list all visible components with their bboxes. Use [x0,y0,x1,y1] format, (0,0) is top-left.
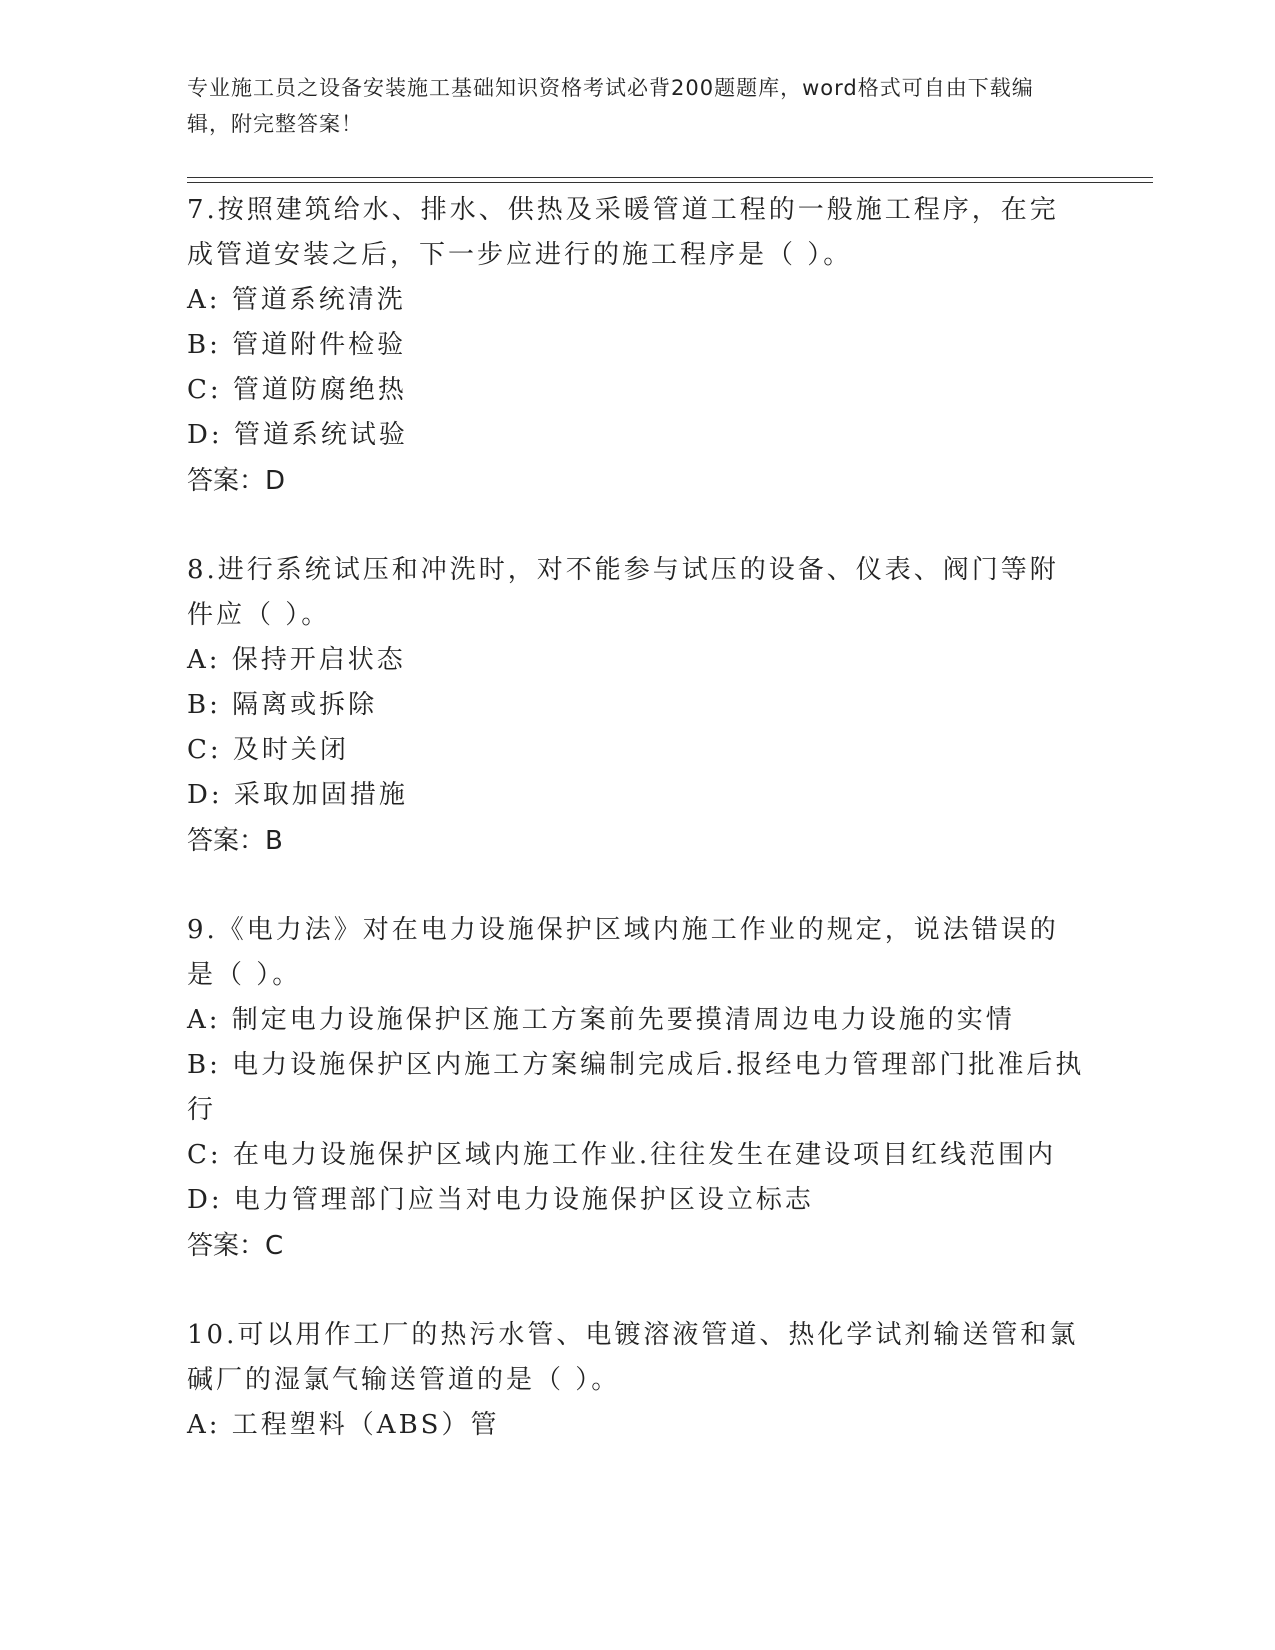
question-10 [187,1313,1087,1448]
question-stem: 8.进行系统试压和冲洗时，对不能参与试压的设备、仪表、阀门等附件应（ ）。 [187,555,1059,630]
question-8 [187,548,1087,864]
header-rule-top [187,177,1153,178]
question-list [187,188,1087,1492]
option-b: B: 管道附件检验 [187,330,407,360]
option-b: B: 隔离或拆除 [187,690,378,720]
document-header: 专业施工员之设备安装施工基础知识资格考试必背200题题库，word格式可自由下载编辑，附完整答案！ [187,76,1034,136]
header-rule-bottom [187,182,1153,183]
question-stem: 10.可以用作工厂的热污水管、电镀溶液管道、热化学试剂输送管和氯碱厂的湿氯气输送管道的是（ ）。 [187,1320,1079,1395]
option-a: A: 制定电力设施保护区施工方案前先要摸清周边电力设施的实情 [187,1005,1015,1035]
question-stem: 9.《电力法》对在电力设施保护区域内施工作业的规定，说法错误的是（ ）。 [187,915,1059,990]
option-a: A: 保持开启状态 [187,645,406,675]
option-a: A: 管道系统清洗 [187,285,406,315]
question-9 [187,908,1087,1269]
option-d: D: 采取加固措施 [187,780,408,810]
option-d: D: 电力管理部门应当对电力设施保护区设立标志 [187,1185,814,1215]
question-stem: 7.按照建筑给水、排水、供热及采暖管道工程的一般施工程序，在完成管道安装之后，下一步应进行的施工程序是（ ）。 [187,195,1059,270]
option-c: C: 管道防腐绝热 [187,375,407,405]
option-c: C: 及时关闭 [187,735,349,765]
answer-line: 答案：C [187,1231,284,1261]
option-a: A: 工程塑料（ABS）管 [187,1410,500,1440]
option-b: B: 电力设施保护区内施工方案编制完成后.报经电力管理部门批准后执行 [187,1050,1085,1125]
answer-line: 答案：D [187,466,286,496]
question-7 [187,188,1087,504]
answer-line: 答案：B [187,826,283,856]
option-d: D: 管道系统试验 [187,420,408,450]
option-c: C: 在电力设施保护区域内施工作业.往往发生在建设项目红线范围内 [187,1140,1057,1170]
